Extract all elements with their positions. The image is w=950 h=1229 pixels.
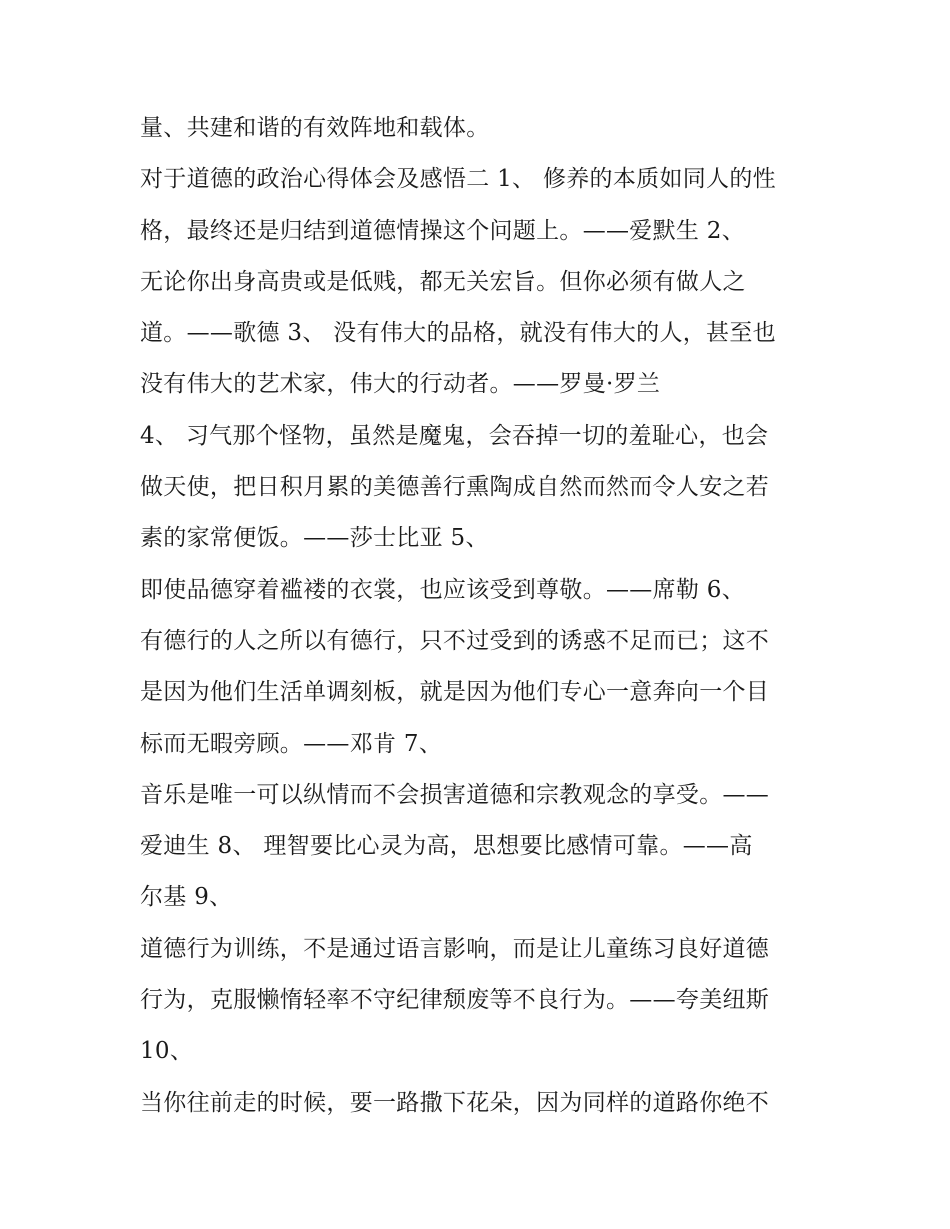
text-line: 尔基 9、 [140, 884, 233, 911]
text-line: 行为，克服懒惰轻率不守纪律颓废等不良行为。——夸美纽斯 [140, 987, 770, 1014]
text-line: 有德行的人之所以有德行，只不过受到的诱惑不足而已；这不 [140, 627, 770, 654]
text-line: 音乐是唯一可以纵情而不会损害道德和宗教观念的享受。—— [140, 781, 770, 808]
text-line: 10、 [140, 1038, 194, 1065]
text-line: 格，最终还是归结到道德情操这个问题上。——爱默生 2、 [140, 217, 746, 244]
text-line: 标而无暇旁顾。——邓肯 7、 [140, 730, 443, 757]
text-line: 对于道德的政治心得体会及感悟二 1、 修养的本质如同人的性 [140, 166, 776, 193]
text-line: 是因为他们生活单调刻板，就是因为他们专心一意奔向一个目 [140, 679, 770, 706]
text-line: 爱迪生 8、 理智要比心灵为高，思想要比感情可靠。——高 [140, 833, 753, 860]
text-line: 做天使，把日积月累的美德善行熏陶成自然而然而令人安之若 [140, 474, 770, 501]
text-line: 4、 习气那个怪物，虽然是魔鬼，会吞掉一切的羞耻心，也会 [140, 422, 769, 449]
text-line: 当你往前走的时候，要一路撒下花朵，因为同样的道路你绝不 [140, 1089, 770, 1116]
text-line: 道德行为训练，不是通过语言影响，而是让儿童练习良好道德 [140, 935, 770, 962]
text-line: 量、共建和谐的有效阵地和载体。 [140, 115, 490, 141]
text-line: 无论你出身高贵或是低贱，都无关宏旨。但你必须有做人之 [140, 268, 746, 295]
text-line: 素的家常便饭。——莎士比亚 5、 [140, 525, 489, 552]
text-line: 没有伟大的艺术家，伟大的行动者。——罗曼·罗兰 [140, 371, 661, 398]
text-line: 即使品德穿着褴褛的衣裳，也应该受到尊敬。——席勒 6、 [140, 576, 746, 603]
text-line: 道。——歌德 3、 没有伟大的品格，就没有伟大的人，甚至也 [140, 320, 776, 347]
body-text [140, 108, 820, 1134]
